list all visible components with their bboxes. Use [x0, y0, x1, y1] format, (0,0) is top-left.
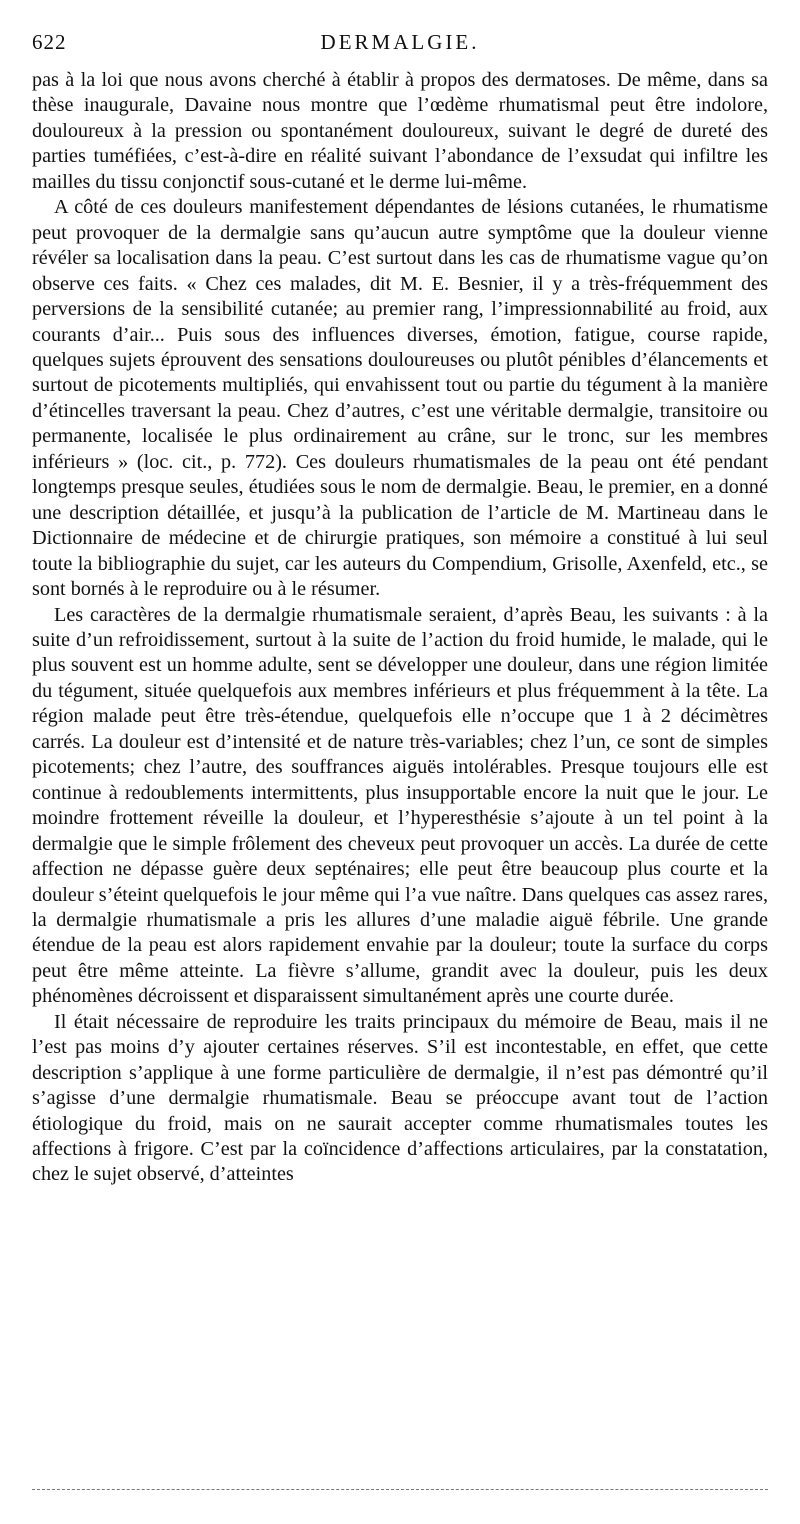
body-text [32, 68, 768, 1188]
paragraph-4: Il était nécessaire de reproduire les traits principaux du mémoire de Beau, mais il ne l’est pas moins d’y ajouter certaines réserves. S’il est incontestable, en effet, que cette description s’applique à une forme particulière de dermalgie, il n’est pas démontré qu’il s’agisse d’une dermalgie rhumatismale. Beau se préoccupe avant tout de l’action étiologique du froid, mais on ne saurait accepter comme rhumatismales toutes les affections à frigore. C’est par la coïncidence d’affections articulaires, par la constatation, chez le sujet observé, d’atteintes [32, 1010, 768, 1186]
paragraph-3: Les caractères de la dermalgie rhumatismale seraient, d’après Beau, les suivants : à la suite d’un refroidissement, surtout à la suite de l’action du froid humide, le malade, qui le plus souvent est un homme adulte, sent se développer une douleur, dans une région limitée du tégument, située quelquefois aux membres inférieurs et plus fréquemment à la tête. La région malade peut être très-étendue, quelquefois elle n’occupe que 1 à 2 décimètres carrés. La douleur est d’intensité et de nature très-variables; chez l’un, ce sont de simples picotements; chez l’autre, des souffrances aiguës intolérables. Presque toujours elle est continue à redoublements intermittents, plus insupportable encore la nuit que le jour. Le moindre frottement réveille la douleur, et l’hyperesthésie s’ajoute à un tel point à la dermalgie que le simple frôlement des cheveux peut provoquer un accès. La durée de cette affection ne dépasse guère deux septénaires; elle peut être beaucoup plus courte et la douleur s’éteint quelquefois le jour même qui l’a vue naître. Dans quelques cas assez rares, la dermalgie rhumatismale a pris les allures d’une maladie aiguë fébrile. Une grande étendue de la peau est alors rapidement envahie par la douleur; toute la surface du corps peut être même atteinte. La fièvre s’allume, grandit avec la douleur, puis les deux phénomènes décroissent et disparaissent simultanément après une courte durée. [32, 603, 768, 1008]
running-title: DERMALGIE. [320, 30, 480, 54]
page-header [32, 30, 768, 58]
footer-rule [32, 1489, 768, 1490]
paragraph-1: pas à la loi que nous avons cherché à établir à propos des dermatoses. De même, dans sa thèse inaugurale, Davaine nous montre que l’œdème rhumatismal peut être indolore, douloureux à la pression ou spontanément douloureux, suivant le degré de dureté des parties tuméfiées, c’est-à-dire en réalité suivant l’abondance de l’exsudat qui infiltre les mailles du tissu conjonctif sous-cutané et le derme lui-même. [32, 69, 768, 193]
page-number: 622 [32, 30, 67, 54]
paragraph-2: A côté de ces douleurs manifestement dépendantes de lésions cutanées, le rhumatisme peut provoquer de la dermalgie sans qu’aucun autre symptôme que la douleur vienne révéler sa localisation dans la peau. C’est surtout dans les cas de rhumatisme vague qu’on observe ces faits. « Chez ces malades, dit M. E. Besnier, il y a très-fréquemment des perversions de la sensibilité cutanée; au premier rang, l’impressionnabilité au froid, aux courants d’air... Puis sous des influences diverses, émotion, fatigue, course rapide, quelques sujets éprouvent des sensations douloureuses ou plutôt pénibles d’élancements et surtout de picotements multipliés, qui envahissent tout ou partie du tégument à la manière d’étincelles traversant la peau. Chez d’autres, c’est une véritable dermalgie, transitoire ou permanente, localisée le plus ordinairement au crâne, sur le tronc, sur les membres inférieurs » (loc. cit., p. 772). Ces douleurs rhumatismales de la peau ont été pendant longtemps presque seules, étudiées sous le nom de dermalgie. Beau, le premier, en a donné une description détaillée, et jusqu’à la publication de l’article de M. Martineau dans le Dictionnaire de médecine et de chirurgie pratiques, son mémoire a constitué à lui seul toute la bibliographie du sujet, car les auteurs du Compendium, Grisolle, Axenfeld, etc., se sont bornés à le reproduire ou à le résumer. [32, 196, 768, 601]
